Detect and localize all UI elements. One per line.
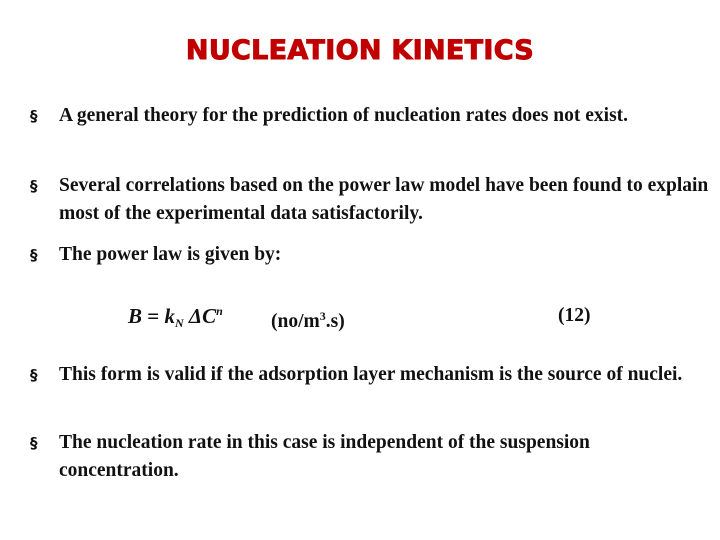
bullet-marker-icon: § [30, 177, 38, 195]
units-superscript: 3 [319, 309, 326, 323]
bullet-item [30, 102, 710, 130]
bullet-item [30, 361, 710, 389]
bullet-marker-icon: § [30, 366, 38, 384]
bullet-item [30, 429, 670, 485]
bullet-marker-icon: § [30, 246, 38, 264]
bullet-marker-icon: § [30, 434, 38, 452]
bullet-text: A general theory for the prediction of nucleation rates does not exist. [59, 105, 629, 126]
equation-equals: = [147, 304, 160, 328]
bullet-item [30, 172, 710, 228]
equation-exponent: n [216, 304, 223, 318]
units-prefix: (no/m [271, 311, 320, 332]
slide-title: NUCLEATION KINETICS [185, 35, 535, 66]
bullet-item [30, 241, 710, 269]
bullet-text: Several correlations based on the power law model have been found to explain most of the experimental data satisfactorily. [59, 175, 709, 224]
bullet-marker-icon: § [30, 107, 38, 125]
equation-units [271, 302, 345, 336]
equation-coefficient: k [164, 304, 175, 328]
bullet-text: The power law is given by: [59, 244, 282, 265]
power-law-equation [128, 297, 223, 337]
bullet-text: The nucleation rate in this case is independent of the suspension concentration. [59, 432, 590, 481]
equation-number: (12) [558, 305, 591, 326]
units-suffix: .s) [325, 311, 345, 332]
equation-delta-c: ΔC [188, 304, 217, 328]
equation-lhs: B [128, 304, 143, 328]
equation-coefficient-subscript: N [174, 316, 184, 330]
bullet-text: This form is valid if the adsorption layer mechanism is the source of nuclei. [59, 364, 683, 385]
